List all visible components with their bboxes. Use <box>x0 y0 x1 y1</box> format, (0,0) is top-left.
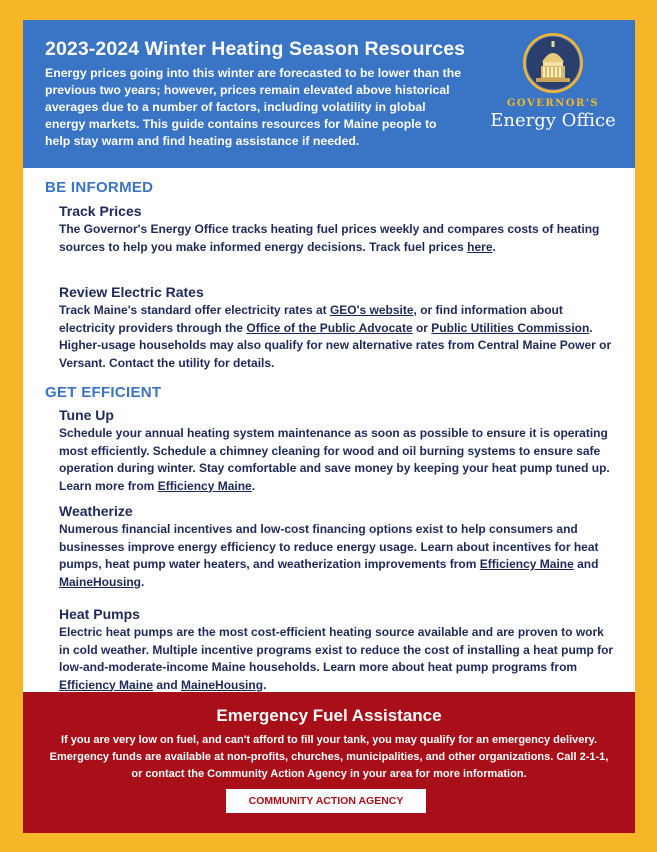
item-tune-up <box>59 407 615 495</box>
logo-energy-office: Energy Office <box>490 110 616 131</box>
logo-governors: GOVERNOR'S <box>506 98 600 109</box>
efficiency-maine-link[interactable]: Efficiency Maine <box>157 478 252 493</box>
community-action-agency-button[interactable]: COMMUNITY ACTION AGENCY <box>226 789 426 813</box>
geo-website-link[interactable]: GEO's website <box>329 303 414 317</box>
item-title: Tune Up <box>59 407 114 423</box>
capitol-dome-icon <box>522 32 584 94</box>
emergency-text: If you are very low on fuel, and can't afford to fill your tank, you may qualify for an emergency delivery. Emergency funds are available at non-profits, churches, municipalities, and other organizations. Call 2-1-1, or contact the Community Action Agency in your area for more information. <box>49 734 609 780</box>
item-electric-rates <box>59 284 615 372</box>
emergency-title: Emergency Fuel Assistance <box>216 706 442 725</box>
intro-text: Energy prices going into this winter are forecasted to be lower than the previous two years; however, prices remain elevated above historical averages due to a number of factors, including volatility in global energy markets. This guide contains resources for Maine people to help stay warm and find heating assistance if needed. <box>45 66 462 148</box>
page-title: 2023-2024 Winter Heating Season Resources <box>45 38 466 60</box>
fuel-prices-link[interactable]: here <box>467 239 493 254</box>
section-heading-be-informed: BE INFORMED <box>45 179 154 196</box>
header-banner <box>23 20 635 168</box>
item-title: Weatherize <box>59 503 133 519</box>
item-track-prices <box>59 203 615 256</box>
item-text: Track Maine's standard offer electricity rates at GEO's website, or find information about electricity providers through the Office of the Public Advocate or Public Utilities Commission. Higher-usage households may also qualify for new alternative rates from Central Maine Power or Versant. Contact the utility for details. <box>59 303 612 370</box>
item-weatherize <box>59 503 615 591</box>
efficiency-maine-link[interactable]: Efficiency Maine <box>59 677 154 692</box>
puc-link[interactable]: Public Utilities Commission <box>431 320 590 335</box>
item-text: Numerous financial incentives and low-cost financing options exist to help consumers and businesses improve energy efficiency to reduce energy usage. Learn about incentives for heat pumps, heat pump water heaters, and weatherization improvements from Efficiency Maine and MaineHousing. <box>59 522 599 589</box>
item-heat-pumps <box>59 606 615 694</box>
mainehousing-link[interactable]: MaineHousing <box>59 574 142 589</box>
page-frame <box>23 20 635 833</box>
section-heading-get-efficient: GET EFFICIENT <box>45 384 162 401</box>
energy-office-logo <box>483 32 623 152</box>
main-content <box>23 168 635 692</box>
mainehousing-link[interactable]: MaineHousing <box>181 677 264 692</box>
item-title: Review Electric Rates <box>59 284 204 300</box>
item-text: Schedule your annual heating system maintenance as soon as possible to ensure it is operating most efficiently. Schedule a chimney cleaning for wood and oil burning systems to ensure safe operation during winter. Stay comfortable and save money by keeping your heat pump tuned up. Learn more from Efficiency Maine. <box>59 426 610 493</box>
item-text: The Governor's Energy Office tracks heating fuel prices weekly and compares costs of heating sources to help you make informed energy decisions. Track fuel prices here. <box>59 222 600 254</box>
item-title: Heat Pumps <box>59 606 140 622</box>
efficiency-maine-link[interactable]: Efficiency Maine <box>479 557 574 571</box>
item-title: Track Prices <box>59 203 142 219</box>
emergency-banner <box>23 692 635 833</box>
item-text: Electric heat pumps are the most cost-efficient heating source available and are proven to work in cold weather. Multiple incentive programs exist to reduce the cost of installing a heat pump for low-and-moderate-income Maine households. Learn more about heat pump programs from Efficiency Maine and MaineHousing. <box>59 625 614 692</box>
public-advocate-link[interactable]: Office of the Public Advocate <box>246 320 413 335</box>
